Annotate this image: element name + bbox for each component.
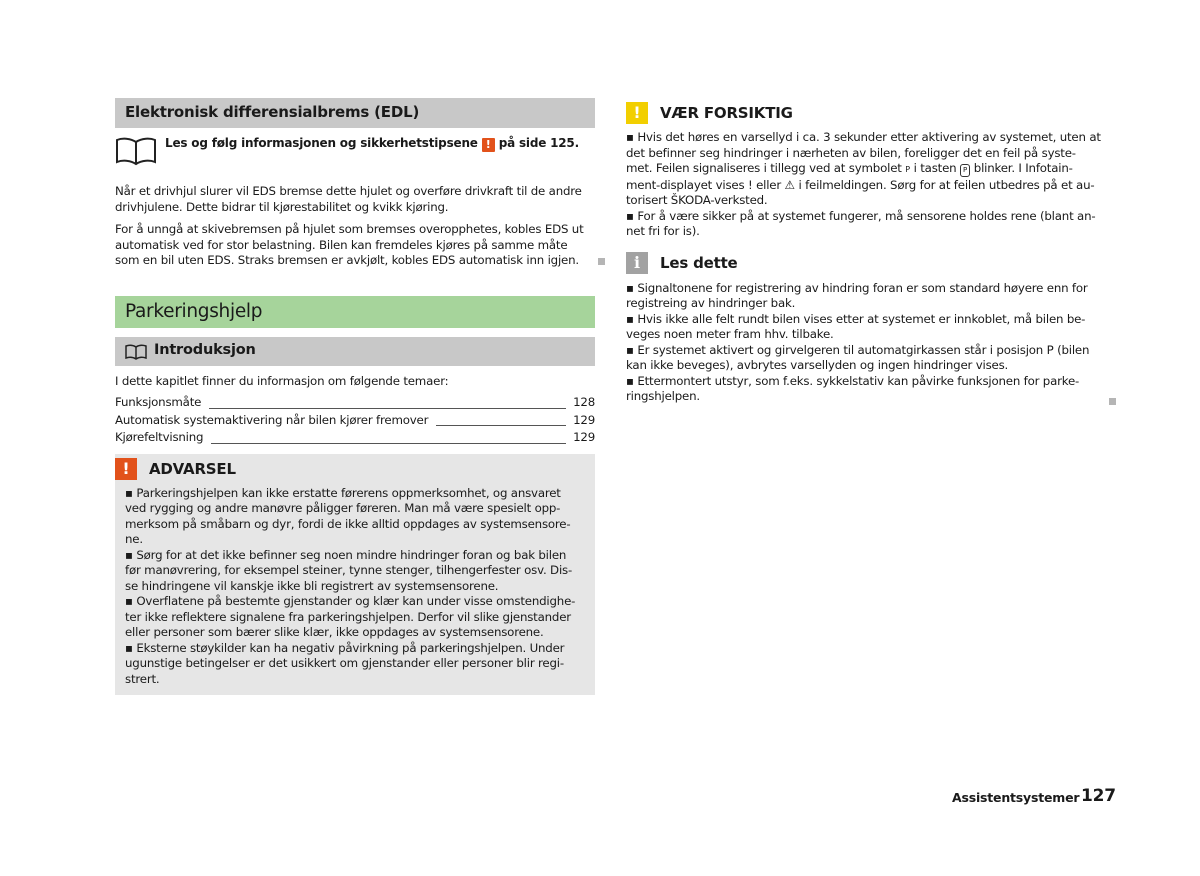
text-line: kan ikke beveges), avbrytes varsellyden og ingen hindringer vises. <box>626 358 1009 372</box>
caution-icon: ! <box>626 102 648 124</box>
note-text <box>626 281 1110 405</box>
text-line: ugunstige betingelser er det usikkert om gjenstander eller personer blir regi- <box>125 656 564 670</box>
text-line: ringshjelpen. <box>626 389 700 403</box>
intro-lead: I dette kapitlet finner du informasjon om følgende temaer: <box>115 373 449 388</box>
text-line: registreing av hindringer bak. <box>626 296 796 310</box>
text-line: net fri for is). <box>626 224 700 238</box>
edl-paragraph-1 <box>115 184 595 215</box>
text-line <box>626 161 1110 178</box>
text-line: ▪ Hvis ikke alle felt rundt bilen vises etter at systemet er innkoblet, må bilen be- <box>626 311 1086 326</box>
toc-entry[interactable] <box>115 413 595 431</box>
toc-page: 128 <box>573 395 595 409</box>
text-line: strert. <box>125 671 160 686</box>
text-line: ment-displayet vises ! eller ⚠ i feilmeldingen. Sørg for at feilen utbedres på et au- <box>626 177 1095 192</box>
text-line: ▪ Overflatene på bestemte gjenstander og klær kan under visse omstendighe- <box>125 594 576 608</box>
text-line: automatisk ved for stor belastning. Bilen kan fremdeles kjøres på samme måte <box>115 237 568 252</box>
text-line: ▪ Parkeringshjelpen kan ikke erstatte førerens oppmerksomhet, og ansvaret <box>125 485 561 500</box>
text-fragment: i tasten <box>913 161 957 175</box>
toc-label: Automatisk systemaktivering når bilen kjører fremover <box>115 412 429 427</box>
toc-page: 129 <box>573 412 595 427</box>
warning-badge-icon[interactable]: ! <box>482 138 495 152</box>
parking-key-icon: P <box>960 164 970 177</box>
text-line: ved rygging og andre manøvre påligger føreren. Man må være spesielt opp- <box>125 501 561 515</box>
caution-title: VÆR FORSIKTIG <box>660 104 793 122</box>
toc-leader <box>209 399 566 409</box>
toc-list <box>115 395 595 448</box>
text-line: ne. <box>125 532 143 546</box>
safety-reference-pre: Les og følg informasjonen og sikkerhetstipsene <box>165 136 478 150</box>
info-icon: i <box>626 252 648 274</box>
text-line: som en bil uten EDS. Straks bremsen er avkjølt, kobles EDS automatisk inn igjen. <box>115 253 579 267</box>
caution-text <box>626 130 1110 240</box>
toc-entry[interactable] <box>115 395 595 413</box>
intro-heading <box>115 337 595 366</box>
warning-text <box>125 486 585 688</box>
text-line: det befinner seg hindringer i nærheten av bilen, foreligger det en feil på syste- <box>626 145 1076 160</box>
text-line: drivhjulene. Dette bidrar til kjørestabilitet og kvikk kjøring. <box>115 199 449 214</box>
text-fragment: blinker. I Infotain- <box>973 161 1073 175</box>
toc-entry[interactable] <box>115 430 595 448</box>
text-line: merksom på småbarn og dyr, fordi de ikke alltid oppdages av systemsensore- <box>125 516 571 531</box>
text-line: ▪ Ettermontert utstyr, som f.eks. sykkelstativ kan påvirke funksjonen for parke- <box>626 373 1080 388</box>
toc-leader <box>211 434 566 444</box>
danger-icon: ! <box>115 458 137 480</box>
safety-reference-text <box>165 136 579 152</box>
page-number: 127 <box>1081 786 1116 806</box>
edl-paragraph-2 <box>115 222 595 269</box>
note-title: Les dette <box>660 253 738 272</box>
book-icon <box>115 136 157 166</box>
safety-reference-link[interactable]: på side 125. <box>498 136 579 150</box>
text-line: Når et drivhjul slurer vil EDS bremse dette hjulet og overføre drivkraft til de andre <box>115 184 582 198</box>
text-line: veges noen meter fram hhv. tilbake. <box>626 327 834 341</box>
text-line: ▪ Hvis det høres en varsellyd i ca. 3 sekunder etter aktivering av systemet, uten at <box>626 130 1101 144</box>
toc-label: Funksjonsmåte <box>115 395 202 409</box>
text-line: se hindringene vil kanskje ikke bli registrert av systemsensorene. <box>125 578 499 593</box>
section-end-marker <box>1109 398 1116 405</box>
warning-box <box>115 454 595 696</box>
edl-heading: Elektronisk differensialbrems (EDL) <box>115 98 595 128</box>
parking-symbol-icon: P <box>905 165 911 174</box>
toc-leader <box>436 416 566 426</box>
text-line: torisert ŠKODA-verksted. <box>626 193 768 207</box>
text-line: ▪ For å være sikker på at systemet fungerer, må sensorene holdes rene (blant an- <box>626 208 1096 223</box>
footer-section: Assistentsystemer <box>952 790 1080 805</box>
page-footer <box>952 786 1116 808</box>
toc-page: 129 <box>573 430 595 444</box>
note-header <box>626 248 1110 278</box>
book-icon <box>125 344 147 360</box>
text-line: ter ikke reflektere signalene fra parkeringshjelpen. Derfor vil slike gjenstander <box>125 609 571 624</box>
safety-reference <box>115 136 595 166</box>
text-line: ▪ Signaltonene for registrering av hindring foran er som standard høyere enn for <box>626 280 1088 295</box>
text-line: ▪ Eksterne støykilder kan ha negativ påvirkning på parkeringshjelpen. Under <box>125 640 565 655</box>
toc-label: Kjørefeltvisning <box>115 430 204 444</box>
text-line: før manøvrering, for eksempel steiner, tynne stenger, tilhengerfester osv. Dis- <box>125 563 573 577</box>
left-column <box>115 98 595 695</box>
caution-header <box>626 98 1110 128</box>
right-column <box>626 98 1110 405</box>
intro-heading-label: Introduksjon <box>154 341 256 358</box>
text-fragment: met. Feilen signaliseres i tillegg ved at symbolet <box>626 161 902 175</box>
text-line: eller personer som bærer slike klær, ikke oppdages av systemsensorene. <box>125 625 544 639</box>
text-line: For å unngå at skivebremsen på hjulet som bremses overopphetes, kobles EDS ut <box>115 222 584 236</box>
warning-title: ADVARSEL <box>149 459 236 478</box>
chapter-title: Parkeringshjelp <box>115 296 595 328</box>
text-line: ▪ Sørg for at det ikke befinner seg noen mindre hindringer foran og bak bilen <box>125 547 567 562</box>
text-line: ▪ Er systemet aktivert og girvelgeren til automatgirkassen står i posisjon P (bilen <box>626 342 1090 357</box>
warning-header <box>115 454 585 484</box>
section-end-marker <box>598 258 605 265</box>
